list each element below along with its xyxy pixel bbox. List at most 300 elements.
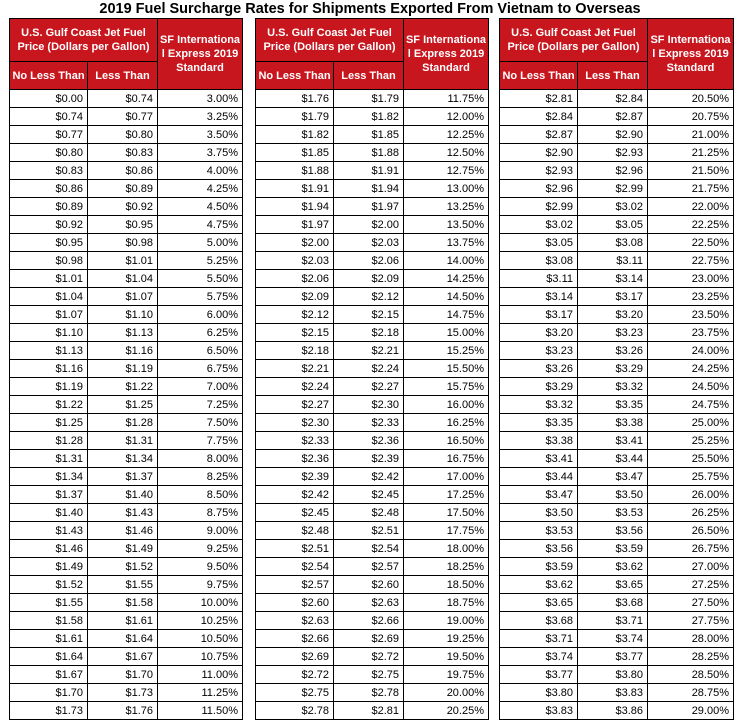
- less-than-cell: $1.79: [334, 90, 404, 108]
- no-less-than-cell: $3.32: [500, 396, 578, 414]
- table-row: [10, 468, 243, 486]
- no-less-than-cell: $1.76: [256, 90, 334, 108]
- no-less-than-cell: $0.74: [10, 108, 88, 126]
- table-row: [256, 216, 489, 234]
- less-than-cell: $2.15: [334, 306, 404, 324]
- no-less-than-cell: $3.47: [500, 486, 578, 504]
- table-row: [10, 270, 243, 288]
- less-than-cell: $3.86: [578, 702, 648, 720]
- table-row: [500, 108, 734, 126]
- table-row: [500, 666, 734, 684]
- surcharge-rate-cell: 3.25%: [158, 108, 243, 126]
- table-row: [10, 162, 243, 180]
- less-than-cell: $1.40: [88, 486, 158, 504]
- table-row: [10, 450, 243, 468]
- no-less-than-cell: $2.39: [256, 468, 334, 486]
- table-row: [256, 540, 489, 558]
- less-than-cell: $2.42: [334, 468, 404, 486]
- table-body: [256, 90, 489, 720]
- less-than-cell: $1.94: [334, 180, 404, 198]
- no-less-than-cell: $2.30: [256, 414, 334, 432]
- surcharge-rate-cell: 7.75%: [158, 432, 243, 450]
- less-than-cell: $3.11: [578, 252, 648, 270]
- less-than-cell: $1.52: [88, 558, 158, 576]
- surcharge-rate-cell: 24.75%: [648, 396, 734, 414]
- less-than-cell: $1.64: [88, 630, 158, 648]
- table-row: [256, 270, 489, 288]
- table-row: [10, 648, 243, 666]
- table-row: [500, 684, 734, 702]
- less-than-cell: $1.31: [88, 432, 158, 450]
- no-less-than-cell: $3.53: [500, 522, 578, 540]
- surcharge-rate-cell: 17.25%: [404, 486, 489, 504]
- surcharge-rate-cell: 12.00%: [404, 108, 489, 126]
- no-less-than-cell: $2.48: [256, 522, 334, 540]
- table-row: [500, 90, 734, 108]
- less-than-cell: $0.89: [88, 180, 158, 198]
- less-than-cell: $2.12: [334, 288, 404, 306]
- table-row: [256, 630, 489, 648]
- no-less-than-cell: $1.67: [10, 666, 88, 684]
- no-less-than-cell: $1.19: [10, 378, 88, 396]
- less-than-cell: $3.68: [578, 594, 648, 612]
- table-row: [500, 198, 734, 216]
- page-title: 2019 Fuel Surcharge Rates for Shipments Exported From Vietnam to Overseas: [99, 1, 641, 17]
- no-less-than-cell: $2.12: [256, 306, 334, 324]
- surcharge-rate-cell: 18.00%: [404, 540, 489, 558]
- surcharge-rate-cell: 25.00%: [648, 414, 734, 432]
- table-row: [256, 684, 489, 702]
- table-row: [10, 594, 243, 612]
- no-less-than-cell: $2.75: [256, 684, 334, 702]
- table-row: [500, 414, 734, 432]
- no-less-than-cell: $3.62: [500, 576, 578, 594]
- less-than-cell: $2.57: [334, 558, 404, 576]
- no-less-than-cell: $2.84: [500, 108, 578, 126]
- table-row: [256, 180, 489, 198]
- less-than-cell: $0.77: [88, 108, 158, 126]
- table-row: [256, 558, 489, 576]
- table-row: [10, 684, 243, 702]
- less-than-cell: $1.61: [88, 612, 158, 630]
- surcharge-rate-cell: 23.25%: [648, 288, 734, 306]
- surcharge-rate-cell: 5.50%: [158, 270, 243, 288]
- less-than-cell: $3.02: [578, 198, 648, 216]
- surcharge-rate-cell: 8.75%: [158, 504, 243, 522]
- surcharge-rate-cell: 6.75%: [158, 360, 243, 378]
- table-row: [10, 378, 243, 396]
- no-less-than-cell: $2.99: [500, 198, 578, 216]
- no-less-than-cell: $3.17: [500, 306, 578, 324]
- less-than-cell: $1.49: [88, 540, 158, 558]
- no-less-than-cell: $2.96: [500, 180, 578, 198]
- table-row: [500, 234, 734, 252]
- table-row: [256, 360, 489, 378]
- table-row: [500, 540, 734, 558]
- less-than-cell: $3.29: [578, 360, 648, 378]
- table-row: [256, 504, 489, 522]
- table-row: [500, 306, 734, 324]
- no-less-than-header: No Less Than: [500, 62, 578, 90]
- table-row: [256, 306, 489, 324]
- no-less-than-cell: $1.94: [256, 198, 334, 216]
- surcharge-rate-cell: 27.00%: [648, 558, 734, 576]
- surcharge-rate-cell: 23.50%: [648, 306, 734, 324]
- less-than-cell: $2.48: [334, 504, 404, 522]
- no-less-than-cell: $3.20: [500, 324, 578, 342]
- surcharge-rate-cell: 11.00%: [158, 666, 243, 684]
- no-less-than-cell: $2.18: [256, 342, 334, 360]
- no-less-than-cell: $1.40: [10, 504, 88, 522]
- surcharge-rate-cell: 19.00%: [404, 612, 489, 630]
- surcharge-rate-cell: 14.75%: [404, 306, 489, 324]
- surcharge-rate-cell: 16.00%: [404, 396, 489, 414]
- table-row: [10, 522, 243, 540]
- surcharge-rate-cell: 22.50%: [648, 234, 734, 252]
- surcharge-rate-cell: 8.25%: [158, 468, 243, 486]
- table-row: [500, 486, 734, 504]
- less-than-cell: $2.75: [334, 666, 404, 684]
- surcharge-rate-cell: 9.75%: [158, 576, 243, 594]
- less-than-cell: $1.55: [88, 576, 158, 594]
- less-than-cell: $3.62: [578, 558, 648, 576]
- no-less-than-cell: $0.00: [10, 90, 88, 108]
- less-than-cell: $3.77: [578, 648, 648, 666]
- surcharge-rate-cell: 14.00%: [404, 252, 489, 270]
- table-row: [500, 612, 734, 630]
- table-row: [10, 540, 243, 558]
- less-than-cell: $2.93: [578, 144, 648, 162]
- table-row: [256, 522, 489, 540]
- table-row: [10, 396, 243, 414]
- less-than-cell: $0.95: [88, 216, 158, 234]
- table-row: [10, 342, 243, 360]
- no-less-than-cell: $3.41: [500, 450, 578, 468]
- no-less-than-cell: $0.80: [10, 144, 88, 162]
- table-row: [500, 144, 734, 162]
- table-row: [10, 414, 243, 432]
- less-than-cell: $2.87: [578, 108, 648, 126]
- surcharge-rate-cell: 13.75%: [404, 234, 489, 252]
- surcharge-rate-cell: 4.75%: [158, 216, 243, 234]
- table-row: [10, 558, 243, 576]
- less-than-cell: $2.00: [334, 216, 404, 234]
- table-row: [500, 216, 734, 234]
- table-row: [500, 702, 734, 720]
- less-than-cell: $3.38: [578, 414, 648, 432]
- surcharge-rate-cell: 26.50%: [648, 522, 734, 540]
- table-row: [500, 270, 734, 288]
- table-row: [256, 594, 489, 612]
- surcharge-rate-cell: 3.00%: [158, 90, 243, 108]
- no-less-than-cell: $2.54: [256, 558, 334, 576]
- surcharge-rate-cell: 17.00%: [404, 468, 489, 486]
- surcharge-rate-cell: 9.00%: [158, 522, 243, 540]
- surcharge-rate-cell: 16.75%: [404, 450, 489, 468]
- no-less-than-cell: $1.79: [256, 108, 334, 126]
- surcharge-rate-cell: 26.00%: [648, 486, 734, 504]
- less-than-cell: $1.19: [88, 360, 158, 378]
- surcharge-rate-cell: 15.50%: [404, 360, 489, 378]
- less-than-cell: $3.65: [578, 576, 648, 594]
- table-row: [500, 432, 734, 450]
- less-than-cell: $3.14: [578, 270, 648, 288]
- no-less-than-cell: $3.80: [500, 684, 578, 702]
- surcharge-rate-cell: 17.50%: [404, 504, 489, 522]
- table-row: [500, 252, 734, 270]
- table-row: [256, 576, 489, 594]
- no-less-than-cell: $2.60: [256, 594, 334, 612]
- surcharge-rate-cell: 5.00%: [158, 234, 243, 252]
- less-than-cell: $2.51: [334, 522, 404, 540]
- less-than-cell: $3.80: [578, 666, 648, 684]
- no-less-than-cell: $3.83: [500, 702, 578, 720]
- less-than-cell: $1.22: [88, 378, 158, 396]
- less-than-cell: $1.88: [334, 144, 404, 162]
- surcharge-rate-cell: 12.75%: [404, 162, 489, 180]
- surcharge-rate-cell: 9.50%: [158, 558, 243, 576]
- table-row: [500, 558, 734, 576]
- table-body: [10, 90, 243, 720]
- surcharge-rate-cell: 18.25%: [404, 558, 489, 576]
- no-less-than-cell: $2.00: [256, 234, 334, 252]
- no-less-than-cell: $3.56: [500, 540, 578, 558]
- table-row: [10, 126, 243, 144]
- no-less-than-cell: $2.90: [500, 144, 578, 162]
- table-row: [10, 432, 243, 450]
- surcharge-rate-cell: 8.50%: [158, 486, 243, 504]
- no-less-than-header: No Less Than: [256, 62, 334, 90]
- less-than-cell: $2.30: [334, 396, 404, 414]
- surcharge-rate-cell: 24.00%: [648, 342, 734, 360]
- surcharge-rate-cell: 22.25%: [648, 216, 734, 234]
- no-less-than-cell: $2.15: [256, 324, 334, 342]
- less-than-cell: $2.63: [334, 594, 404, 612]
- surcharge-rate-cell: 11.25%: [158, 684, 243, 702]
- surcharge-rate-cell: 13.00%: [404, 180, 489, 198]
- less-than-cell: $2.06: [334, 252, 404, 270]
- less-than-cell: $0.86: [88, 162, 158, 180]
- no-less-than-cell: $0.89: [10, 198, 88, 216]
- no-less-than-cell: $2.57: [256, 576, 334, 594]
- table-body: [500, 90, 734, 720]
- no-less-than-cell: $2.87: [500, 126, 578, 144]
- surcharge-rate-cell: 7.00%: [158, 378, 243, 396]
- less-than-cell: $2.27: [334, 378, 404, 396]
- no-less-than-cell: $1.91: [256, 180, 334, 198]
- surcharge-rate-cell: 27.25%: [648, 576, 734, 594]
- no-less-than-cell: $2.36: [256, 450, 334, 468]
- surcharge-rate-cell: 26.75%: [648, 540, 734, 558]
- no-less-than-cell: $3.02: [500, 216, 578, 234]
- no-less-than-cell: $2.72: [256, 666, 334, 684]
- surcharge-rate-cell: 19.50%: [404, 648, 489, 666]
- less-than-cell: $2.09: [334, 270, 404, 288]
- surcharge-rate-cell: 15.75%: [404, 378, 489, 396]
- table-row: [500, 576, 734, 594]
- less-than-cell: $3.53: [578, 504, 648, 522]
- surcharge-rate-cell: 28.25%: [648, 648, 734, 666]
- table-row: [256, 342, 489, 360]
- no-less-than-cell: $1.61: [10, 630, 88, 648]
- surcharge-rate-cell: 16.25%: [404, 414, 489, 432]
- less-than-cell: $2.66: [334, 612, 404, 630]
- less-than-cell: $2.54: [334, 540, 404, 558]
- surcharge-rate-cell: 14.50%: [404, 288, 489, 306]
- surcharge-rate-cell: 23.00%: [648, 270, 734, 288]
- table-row: [256, 666, 489, 684]
- less-than-cell: $3.05: [578, 216, 648, 234]
- less-than-cell: $3.41: [578, 432, 648, 450]
- less-than-cell: $2.90: [578, 126, 648, 144]
- table-row: [256, 648, 489, 666]
- surcharge-rate-cell: 4.25%: [158, 180, 243, 198]
- table-row: [10, 216, 243, 234]
- no-less-than-cell: $3.05: [500, 234, 578, 252]
- less-than-cell: $3.32: [578, 378, 648, 396]
- no-less-than-cell: $1.10: [10, 324, 88, 342]
- no-less-than-cell: $0.83: [10, 162, 88, 180]
- surcharge-rate-cell: 22.75%: [648, 252, 734, 270]
- less-than-header: Less Than: [578, 62, 648, 90]
- surcharge-rate-cell: 23.75%: [648, 324, 734, 342]
- rate-table-2: [255, 18, 489, 720]
- no-less-than-cell: $0.86: [10, 180, 88, 198]
- no-less-than-cell: $3.14: [500, 288, 578, 306]
- less-than-cell: $2.84: [578, 90, 648, 108]
- table-row: [256, 162, 489, 180]
- less-than-cell: $2.39: [334, 450, 404, 468]
- less-than-cell: $3.50: [578, 486, 648, 504]
- less-than-cell: $1.01: [88, 252, 158, 270]
- surcharge-rate-cell: 19.25%: [404, 630, 489, 648]
- table-row: [256, 486, 489, 504]
- table-row: [256, 612, 489, 630]
- surcharge-rate-cell: 15.25%: [404, 342, 489, 360]
- fuel-price-header: U.S. Gulf Coast Jet Fuel Price (Dollars per Gallon): [500, 19, 648, 62]
- less-than-cell: $3.74: [578, 630, 648, 648]
- no-less-than-cell: $3.11: [500, 270, 578, 288]
- less-than-cell: $3.59: [578, 540, 648, 558]
- less-than-cell: $1.58: [88, 594, 158, 612]
- no-less-than-cell: $1.97: [256, 216, 334, 234]
- less-than-cell: $2.18: [334, 324, 404, 342]
- no-less-than-cell: $1.07: [10, 306, 88, 324]
- no-less-than-cell: $3.26: [500, 360, 578, 378]
- table-row: [10, 198, 243, 216]
- less-than-cell: $1.67: [88, 648, 158, 666]
- no-less-than-cell: $2.06: [256, 270, 334, 288]
- no-less-than-cell: $0.92: [10, 216, 88, 234]
- surcharge-rate-cell: 11.50%: [158, 702, 243, 720]
- no-less-than-cell: $0.95: [10, 234, 88, 252]
- no-less-than-cell: $2.33: [256, 432, 334, 450]
- table-row: [10, 486, 243, 504]
- no-less-than-cell: $1.73: [10, 702, 88, 720]
- rate-header: SF Internationa l Express 2019 Standard: [648, 19, 734, 90]
- surcharge-rate-cell: 10.75%: [158, 648, 243, 666]
- table-row: [256, 450, 489, 468]
- table-row: [10, 666, 243, 684]
- table-row: [500, 630, 734, 648]
- surcharge-rate-cell: 9.25%: [158, 540, 243, 558]
- surcharge-rate-cell: 20.25%: [404, 702, 489, 720]
- surcharge-rate-cell: 25.75%: [648, 468, 734, 486]
- surcharge-rate-cell: 6.00%: [158, 306, 243, 324]
- less-than-cell: $1.82: [334, 108, 404, 126]
- less-than-cell: $0.92: [88, 198, 158, 216]
- rate-table-1: [9, 18, 243, 720]
- surcharge-rate-cell: 24.50%: [648, 378, 734, 396]
- table-row: [256, 90, 489, 108]
- less-than-cell: $1.10: [88, 306, 158, 324]
- less-than-cell: $1.97: [334, 198, 404, 216]
- surcharge-rate-cell: 19.75%: [404, 666, 489, 684]
- less-than-cell: $2.33: [334, 414, 404, 432]
- no-less-than-cell: $3.35: [500, 414, 578, 432]
- less-than-cell: $0.83: [88, 144, 158, 162]
- surcharge-rate-cell: 14.25%: [404, 270, 489, 288]
- no-less-than-cell: $2.03: [256, 252, 334, 270]
- no-less-than-cell: $3.59: [500, 558, 578, 576]
- less-than-cell: $2.69: [334, 630, 404, 648]
- no-less-than-header: No Less Than: [10, 62, 88, 90]
- table-row: [500, 522, 734, 540]
- no-less-than-cell: $3.71: [500, 630, 578, 648]
- surcharge-rate-cell: 20.75%: [648, 108, 734, 126]
- table-row: [10, 324, 243, 342]
- no-less-than-cell: $3.77: [500, 666, 578, 684]
- rate-header: SF Internationa l Express 2019 Standard: [158, 19, 243, 90]
- surcharge-rate-cell: 24.25%: [648, 360, 734, 378]
- less-than-cell: $1.85: [334, 126, 404, 144]
- table-row: [500, 342, 734, 360]
- no-less-than-cell: $3.29: [500, 378, 578, 396]
- surcharge-rate-cell: 8.00%: [158, 450, 243, 468]
- less-than-cell: $1.16: [88, 342, 158, 360]
- surcharge-rate-cell: 4.00%: [158, 162, 243, 180]
- surcharge-rate-cell: 17.75%: [404, 522, 489, 540]
- surcharge-rate-cell: 18.50%: [404, 576, 489, 594]
- table-row: [256, 234, 489, 252]
- no-less-than-cell: $0.98: [10, 252, 88, 270]
- less-than-cell: $2.36: [334, 432, 404, 450]
- fuel-price-header: U.S. Gulf Coast Jet Fuel Price (Dollars per Gallon): [256, 19, 404, 62]
- no-less-than-cell: $3.68: [500, 612, 578, 630]
- no-less-than-cell: $1.52: [10, 576, 88, 594]
- no-less-than-cell: $2.93: [500, 162, 578, 180]
- less-than-cell: $2.45: [334, 486, 404, 504]
- table-row: [10, 252, 243, 270]
- no-less-than-cell: $3.23: [500, 342, 578, 360]
- surcharge-rate-cell: 25.25%: [648, 432, 734, 450]
- less-than-cell: $3.17: [578, 288, 648, 306]
- no-less-than-cell: $2.78: [256, 702, 334, 720]
- table-row: [256, 198, 489, 216]
- no-less-than-cell: $1.49: [10, 558, 88, 576]
- surcharge-rate-cell: 21.75%: [648, 180, 734, 198]
- less-than-header: Less Than: [334, 62, 404, 90]
- no-less-than-cell: $2.27: [256, 396, 334, 414]
- less-than-cell: $2.24: [334, 360, 404, 378]
- no-less-than-cell: $1.70: [10, 684, 88, 702]
- less-than-cell: $1.37: [88, 468, 158, 486]
- less-than-cell: $3.44: [578, 450, 648, 468]
- table-row: [10, 612, 243, 630]
- table-row: [256, 702, 489, 720]
- less-than-cell: $1.04: [88, 270, 158, 288]
- surcharge-rate-cell: 12.50%: [404, 144, 489, 162]
